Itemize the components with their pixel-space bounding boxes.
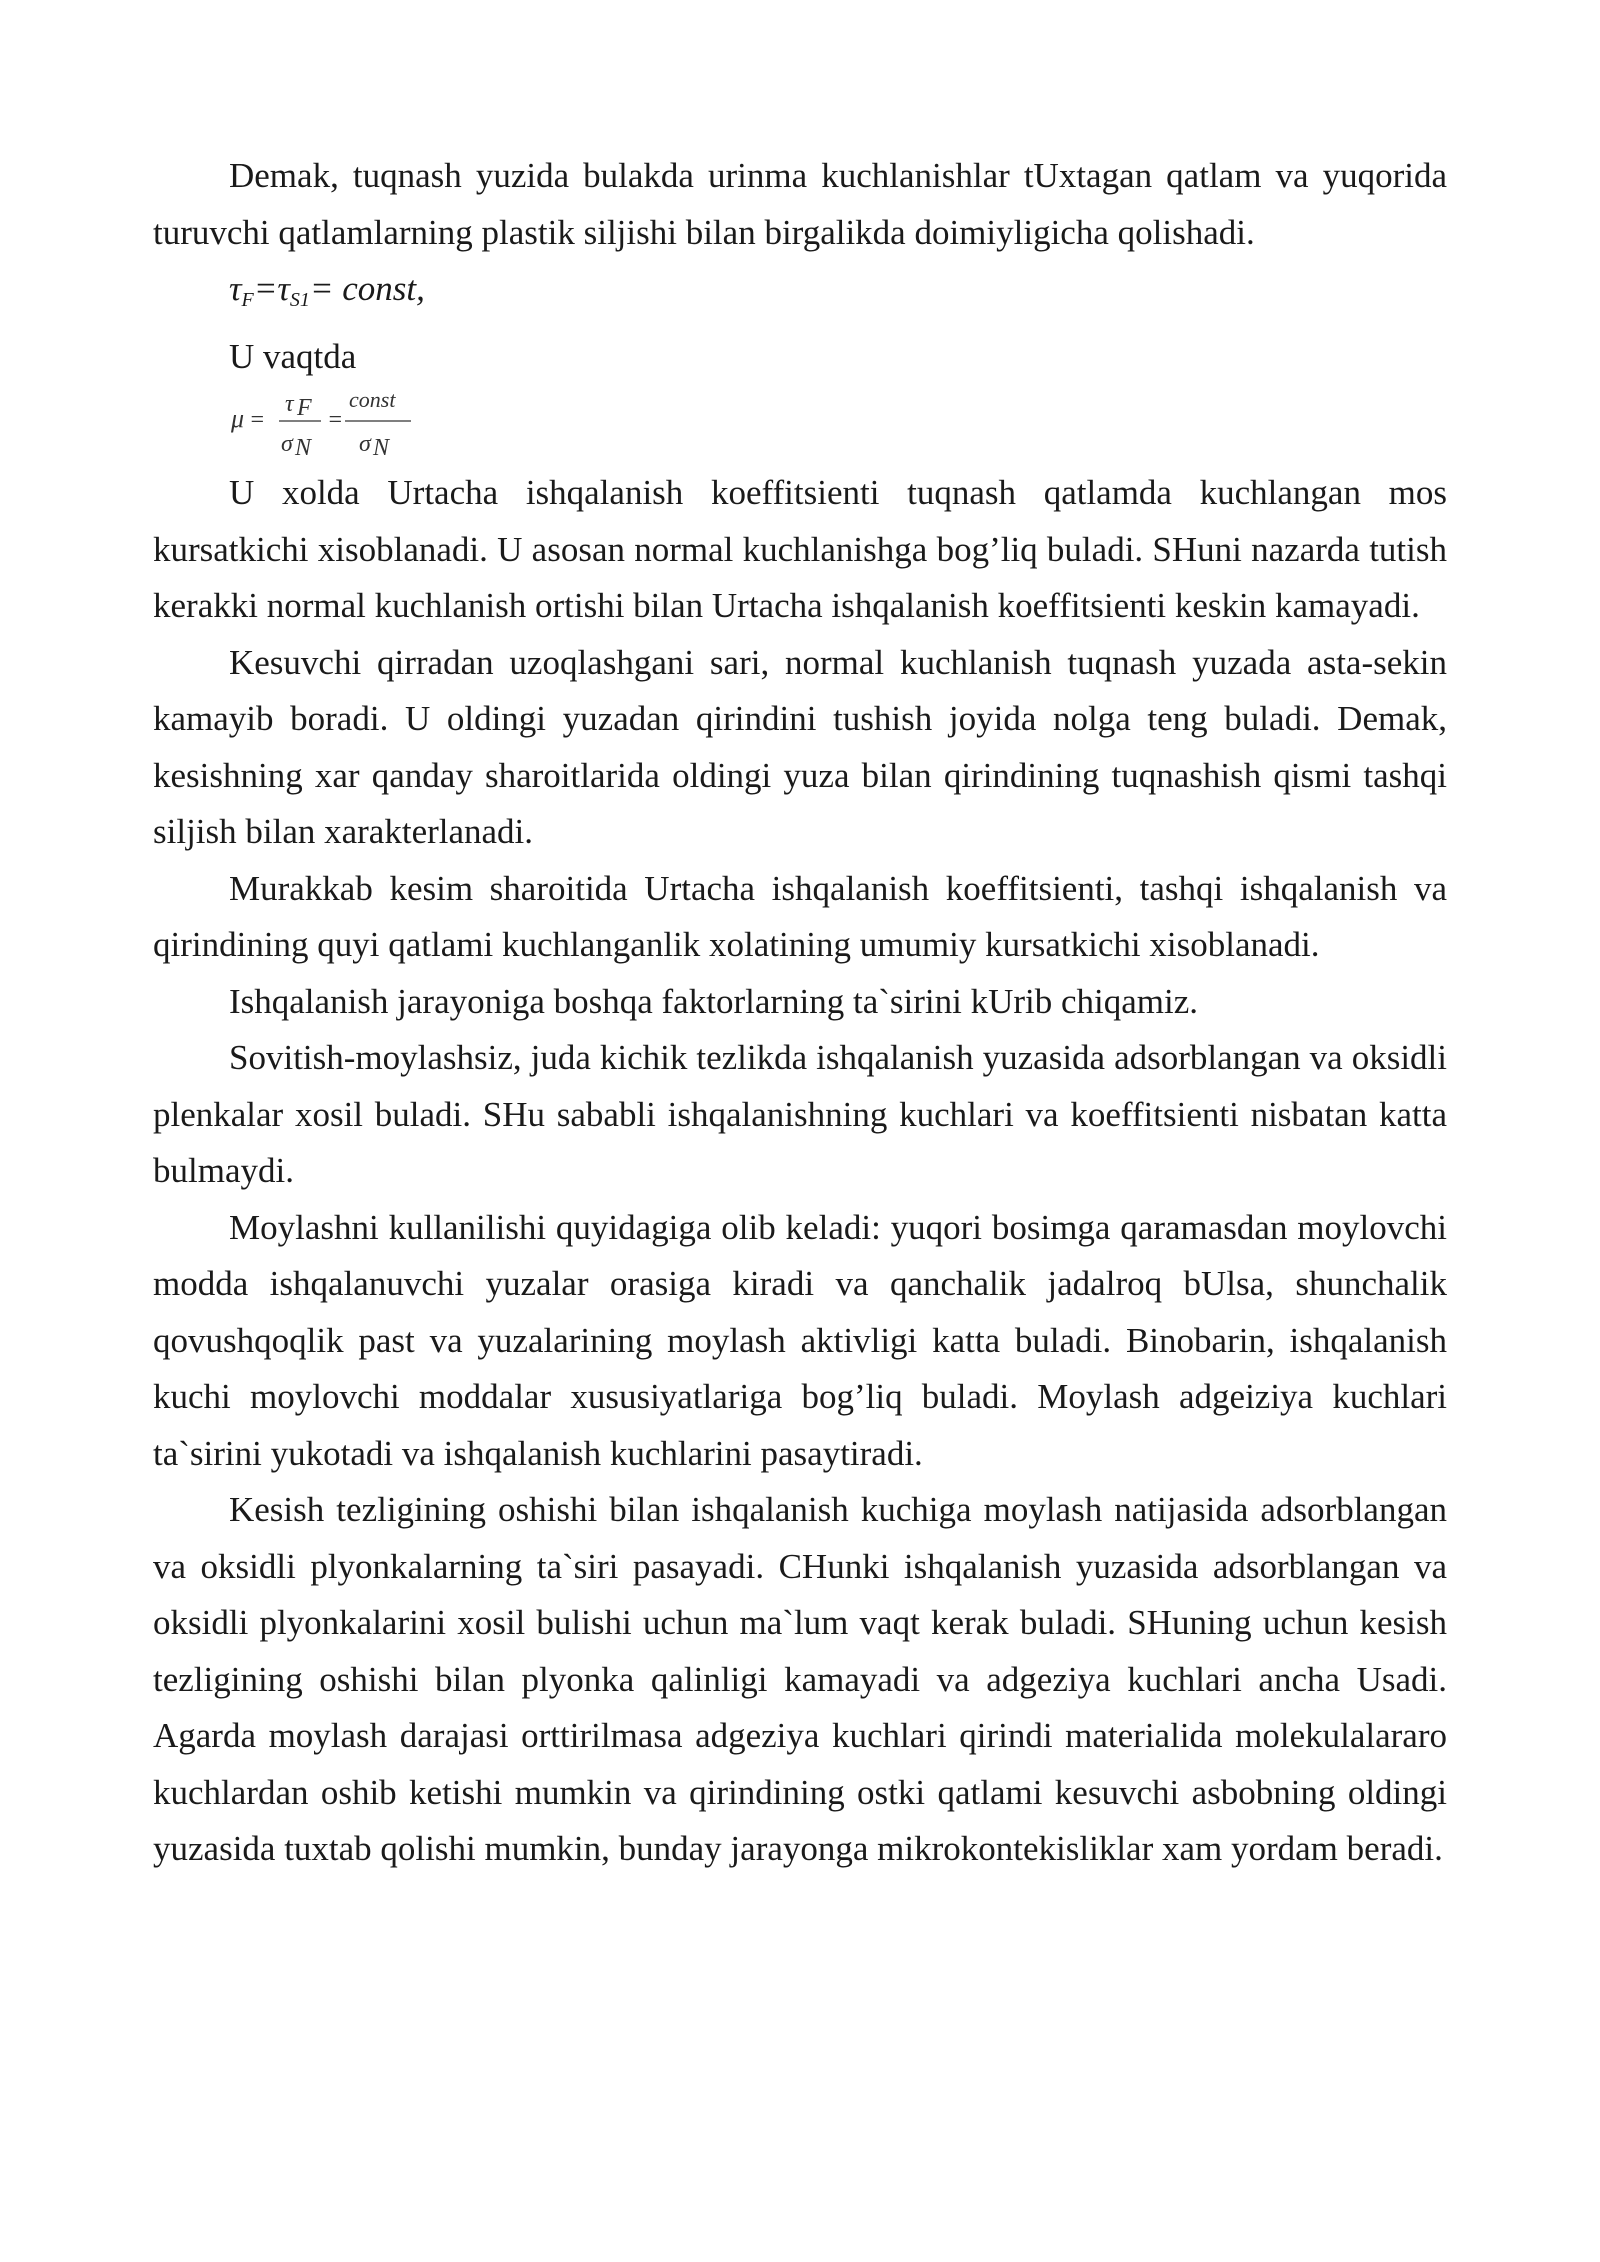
equals-sign-1: = xyxy=(249,407,266,433)
paragraph-2: U xolda Urtacha ishqalanish koeffitsienti tuqnash qatlamda kuchlangan mos kursatkichi xisoblanadi. U asosan normal kuchlanishga bog’liq buladi. SHuni nazarda tutish kerakki normal kuchlanish ortishi bilan Urtacha ishqalanish koeffitsienti keskin kamayadi. xyxy=(153,473,1447,625)
subscript-f: F xyxy=(241,289,254,311)
const-text: = const, xyxy=(309,269,425,308)
numerator-tau: τ xyxy=(285,391,294,417)
numerator-sub-f: F xyxy=(297,395,312,421)
paragraph-8: Kesish tezligining oshishi bilan ishqalanish kuchiga moylash natijasida adsorblangan va oksidli plyonkalarning ta`siri pasayadi. CHunki ishqalanish yuzasida adsorblangan va oksidli plyonkalarini xosil bulishi uchun ma`lum vaqt kerak buladi. SHuning uchun kesish tezligining oshishi bilan plyonka qalinligi kamayadi va adgeziya kuchlari ancha Usadi. Agarda moylash darajasi orttirilmasa adgeziya kuchlari qirindi materialida molekulalararo kuchlardan oshib ketishi mumkin va qirindining ostki qatlami kesuvchi asbobning oldingi yuzasida tuxtab qolishi mumkin, bunday jarayonga mikrokontekisliklar xam yordam beradi. xyxy=(153,1490,1447,1868)
mu-symbol: μ xyxy=(231,404,245,433)
paragraph-5: Ishqalanish jarayoniga boshqa faktorlarning ta`sirini kUrib chiqamiz. xyxy=(229,981,1199,1021)
denominator-sigma-1: σ xyxy=(281,431,293,457)
u-vaqtda-line: U vaqtda xyxy=(229,336,357,376)
paragraph-3: Kesuvchi qirradan uzoqlashgani sari, normal kuchlanish tuqnash yuzada asta-sekin kamayib boradi. U oldingi yuzadan qirindini tushish joyida nolga teng buladi. Demak, kesishning xar qanday sharoitlarida oldingi yuza bilan qirindining tuqnashish qismi tashqi siljish bilan xarakterlanadi. xyxy=(153,642,1447,851)
denominator-sub-n-1: N xyxy=(295,435,312,461)
denominator-sigma-2: σ xyxy=(359,431,371,457)
document-page xyxy=(153,148,1447,1878)
fraction-formula-svg xyxy=(229,385,469,463)
equals-sign-2: = xyxy=(327,407,344,433)
paragraph-6: Sovitish-moylashsiz, juda kichik tezlikda ishqalanish yuzasida adsorblangan va oksidli plenkalar xosil buladi. SHu sababli ishqalanishning kuchlari va koeffitsienti nisbatan katta bulmaydi. xyxy=(153,1038,1447,1190)
tau-symbol: τ xyxy=(229,269,242,308)
paragraph-7: Moylashni kullanilishi quyidagiga olib keladi: yuqori bosimga qaramasdan moylovchi modda ishqalanuvchi yuzalar orasiga kiradi va qanchalik jadalroq bUlsa, shunchalik qovushqoqlik past va yuzalarining moylash aktivligi katta buladi. Binobarin, ishqalanish kuchi moylovchi moddalar xususiyatlariga bog’liq buladi. Moylash adgeiziya kuchlari ta`sirini yukotadi va ishqalanish kuchlarini pasaytiradi. xyxy=(153,1207,1447,1473)
formula-shear-stress xyxy=(153,261,1447,329)
tau-symbol-2: τ xyxy=(277,269,290,308)
equals-sign: = xyxy=(253,269,278,308)
denominator-sub-n-2: N xyxy=(373,435,390,461)
numerator-const: const xyxy=(349,387,396,412)
paragraph-1: Demak, tuqnash yuzida bulakda urinma kuchlanishlar tUxtagan qatlam va yuqorida turuvchi qatlamlarning plastik siljishi bilan birgalikda doimiyligicha qolishadi. xyxy=(153,156,1447,252)
subscript-s1: S1 xyxy=(289,289,310,311)
formula-friction-coefficient xyxy=(153,385,1447,465)
paragraph-4: Murakkab kesim sharoitida Urtacha ishqalanish koeffitsienti, tashqi ishqalanish va qirindining quyi qatlami kuchlanganlik xolatining umumiy kursatkichi xisoblanadi. xyxy=(153,868,1447,964)
